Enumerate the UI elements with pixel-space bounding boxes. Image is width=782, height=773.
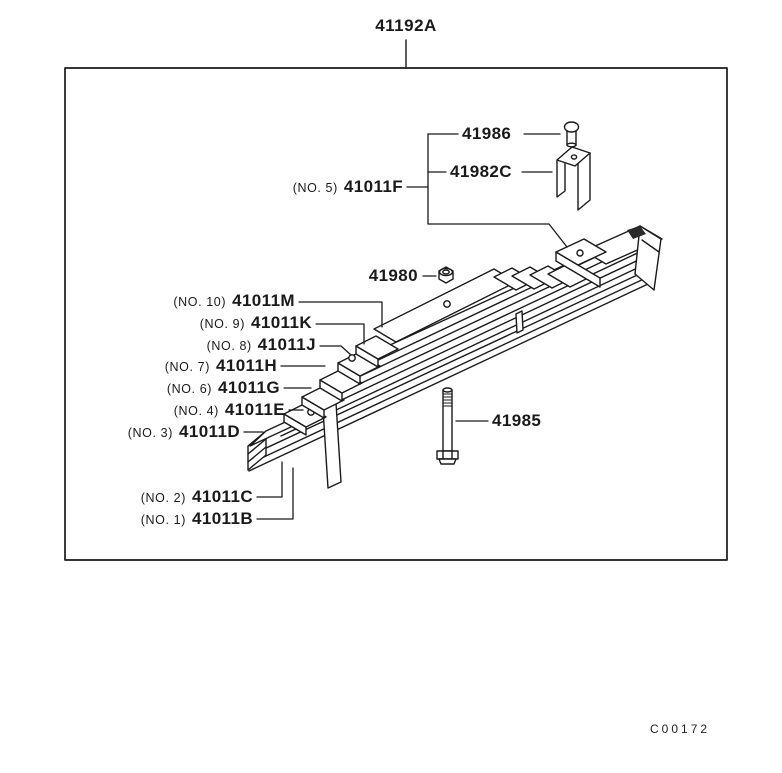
leader-41011k bbox=[316, 324, 364, 344]
leaf8-clip-hole bbox=[349, 355, 355, 361]
rivet-icon bbox=[565, 122, 579, 147]
leader-41011b bbox=[257, 468, 293, 519]
leader-41011c bbox=[257, 462, 282, 497]
center-bolt-icon bbox=[437, 388, 458, 464]
callout-41982c bbox=[450, 162, 512, 182]
clamp-band-front bbox=[323, 403, 341, 488]
leaf-number-prefix: (NO. 1) bbox=[140, 513, 186, 527]
part-number: 41011J bbox=[257, 335, 316, 354]
callout-41011e bbox=[174, 400, 285, 421]
part-number: 41011H bbox=[215, 356, 277, 375]
figure-code: C00172 bbox=[650, 722, 711, 736]
part-number: 41011C bbox=[191, 487, 253, 506]
clamp-band-rear-tick bbox=[516, 311, 523, 333]
callout-41011g bbox=[167, 378, 280, 399]
leaf-number-prefix: (NO. 7) bbox=[164, 360, 210, 374]
part-number: 41011D bbox=[178, 422, 240, 441]
part-number: 41980 bbox=[368, 266, 418, 285]
leaf-number-prefix: (NO. 9) bbox=[199, 317, 245, 331]
callout-41011m bbox=[173, 291, 295, 312]
callout-41011k bbox=[200, 313, 312, 334]
callout-41011h bbox=[165, 356, 277, 377]
callout-41011b bbox=[141, 509, 253, 530]
assembly-number-label: 41192A bbox=[375, 16, 437, 35]
callout-41980 bbox=[369, 266, 418, 286]
clamp-seat-hole bbox=[577, 250, 583, 256]
clamp-bracket-icon bbox=[557, 147, 590, 210]
leaf-number-prefix: (NO. 4) bbox=[173, 404, 219, 418]
bolt-head bbox=[437, 451, 458, 459]
leaf-number-prefix: (NO. 8) bbox=[206, 339, 252, 353]
clamp-hole bbox=[571, 155, 576, 159]
part-number: 41011B bbox=[191, 509, 253, 528]
callout-41011d bbox=[128, 422, 240, 443]
part-number: 41011F bbox=[343, 177, 403, 196]
part-number: 41011G bbox=[218, 378, 280, 397]
part-number: 41011M bbox=[232, 291, 295, 310]
leaf-number-prefix: (NO. 10) bbox=[173, 295, 227, 309]
callout-41011c bbox=[141, 487, 253, 508]
leaf-number-prefix: (NO. 6) bbox=[166, 382, 213, 396]
part-number: 41011E bbox=[224, 400, 285, 419]
callout-41985 bbox=[492, 411, 541, 431]
leader-41011j bbox=[320, 346, 351, 355]
callout-41986 bbox=[462, 124, 511, 144]
leaf-number-prefix: (NO. 2) bbox=[140, 491, 186, 505]
part-number: 41982C bbox=[450, 162, 512, 181]
leaf-number-prefix: (NO. 3) bbox=[127, 426, 173, 440]
part-number: 41985 bbox=[492, 411, 542, 430]
leader-41011f-bracket bbox=[428, 134, 567, 247]
callout-41011f bbox=[293, 177, 403, 198]
callout-41011j bbox=[207, 335, 316, 356]
part-number: 41011K bbox=[250, 313, 312, 332]
part-number: 41986 bbox=[462, 124, 512, 143]
center-bolt-hole bbox=[444, 301, 450, 307]
leaf-number-prefix: (NO. 5) bbox=[292, 181, 338, 195]
nut-icon bbox=[439, 267, 453, 283]
